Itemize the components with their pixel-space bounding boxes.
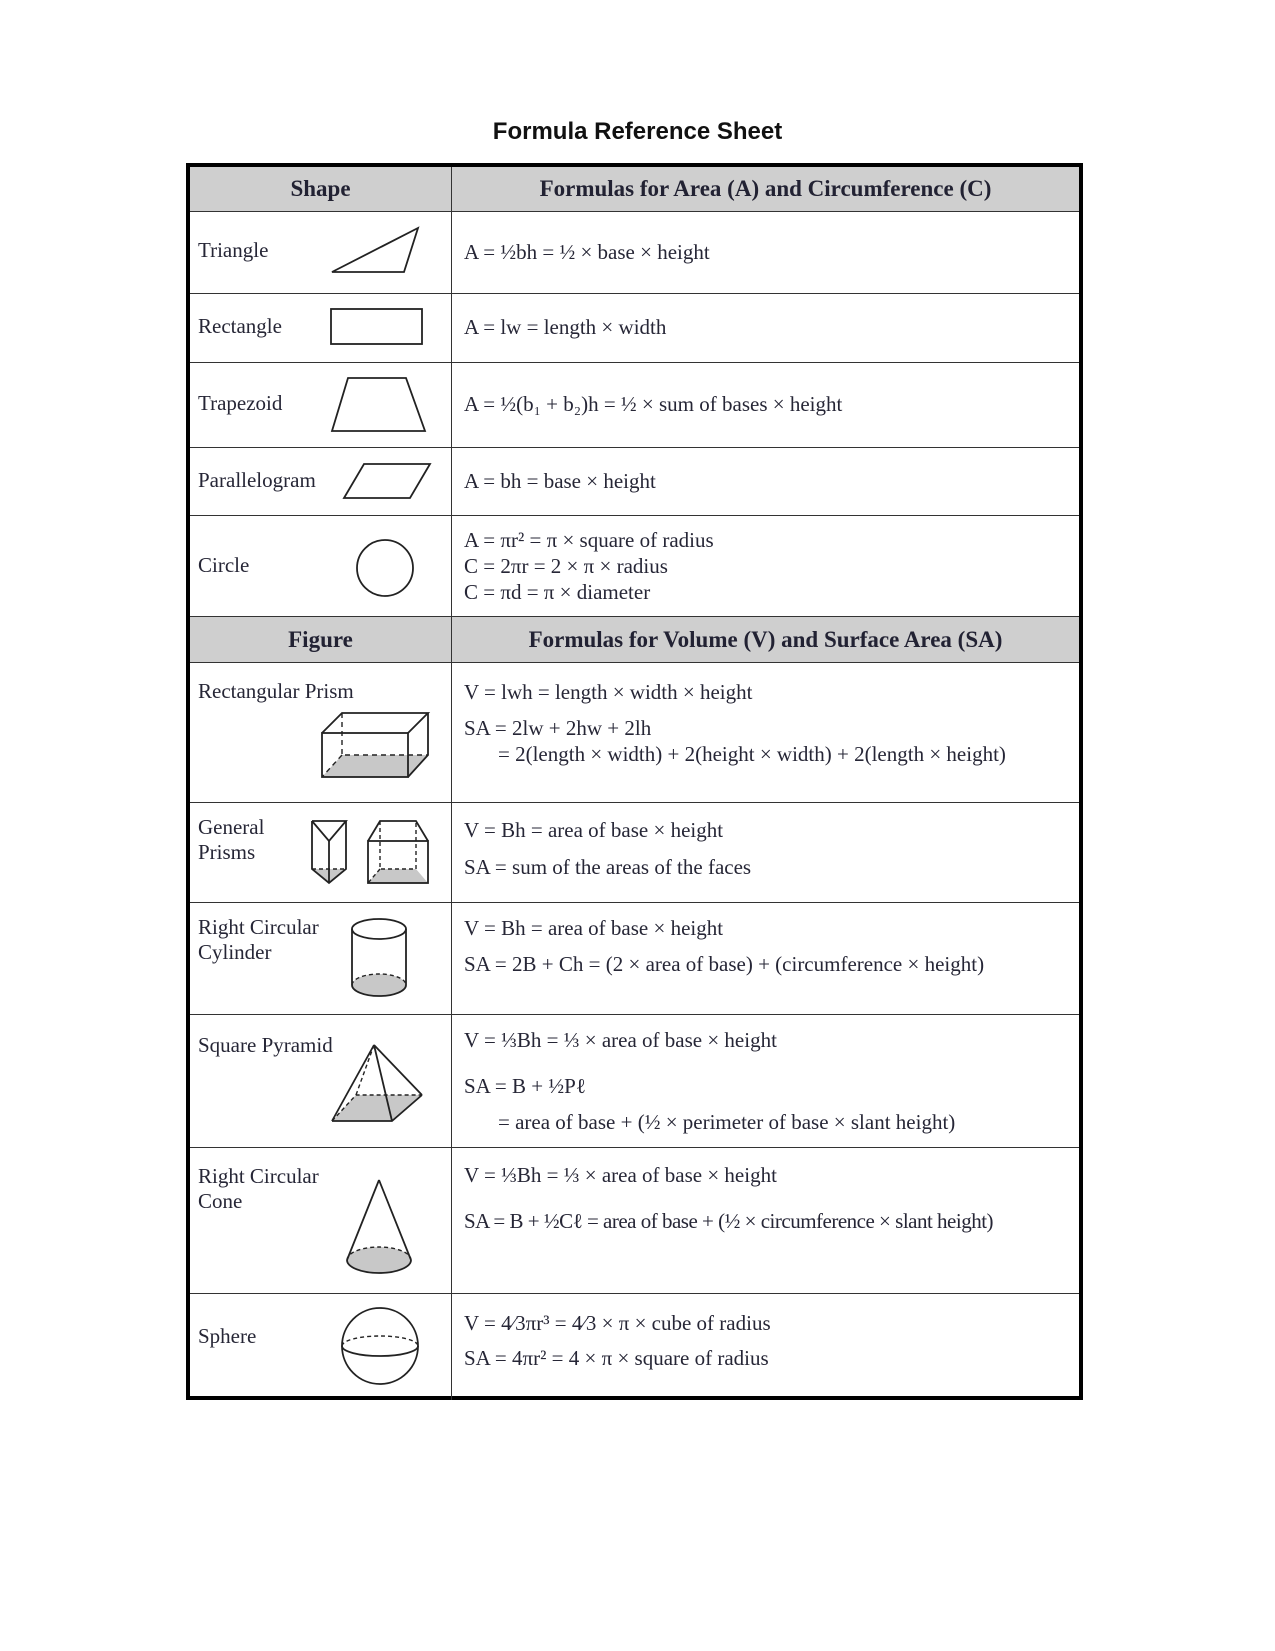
volume-section-header [190,617,1079,663]
formula-line: V = ⅓Bh = ⅓ × area of base × height [464,1028,777,1052]
formula-line: SA = B + ½Pℓ [464,1074,586,1098]
area-section-header [190,167,1079,212]
area-formulas-column-header: Formulas for Area (A) and Circumference (C) [539,176,992,201]
parallelogram-icon [342,462,434,500]
rectangular-prism-icon [320,711,432,781]
shape-name: Right Circular Cone [198,1164,319,1213]
sphere-icon [340,1306,422,1386]
shape-name: Rectangle [198,314,282,338]
table-row-parallelogram [190,448,1079,516]
cylinder-icon [350,917,410,999]
shape-name: Square Pyramid [198,1033,333,1057]
shape-name: Rectangular Prism [198,679,354,703]
formula-line: A = ½bh = ½ × base × height [464,240,710,264]
formula-line: SA = 4πr² = 4 × π × square of radius [464,1346,769,1370]
table-row-sphere [190,1294,1079,1400]
cone-icon [345,1178,415,1276]
page-title: Formula Reference Sheet [492,118,783,145]
table-row-trapezoid [190,363,1079,448]
figure-column-header: Figure [190,617,452,662]
shape-name: Sphere [198,1324,257,1348]
table-row-cylinder [190,903,1079,1015]
table-row-rectangle [190,294,1079,363]
formula-line: A = ½(b₁ + b₂)h = ½ × sum of bases × height [464,392,843,416]
shape-name: Triangle [198,238,269,262]
formula-line: C = πd = π × diameter [464,580,651,604]
formula-line: A = bh = base × height [464,469,656,493]
formula-line: V = 4⁄3πr³ = 4⁄3 × π × cube of radius [464,1311,771,1335]
table-row-general-prisms [190,803,1079,903]
general-prisms-icon [310,819,440,887]
rectangle-icon [330,308,424,346]
formula-line: SA = 2lw + 2hw + 2lh [464,716,652,740]
volume-formulas-column-header: Formulas for Volume (V) and Surface Area (SA) [528,626,1003,652]
shape-name: Right Circular Cylinder [198,915,319,964]
formula-line: SA = B + ½Cℓ = area of base + (½ × circumference × slant height) [464,1209,994,1233]
shape-name: Trapezoid [198,391,283,415]
shape-name: General Prisms [198,815,265,864]
shape-column-header: Shape [190,167,452,211]
formula-line: A = πr² = π × square of radius [464,528,714,552]
circle-icon [355,538,417,600]
square-pyramid-icon [330,1043,426,1125]
table-row-rectangular-prism [190,663,1079,803]
shape-name: Circle [198,553,250,577]
formula-line: V = ⅓Bh = ⅓ × area of base × height [464,1163,777,1187]
triangle-icon [330,226,422,276]
formula-line: V = Bh = area of base × height [464,916,724,940]
formula-line: V = lwh = length × width × height [464,680,753,704]
table-row-circle [190,516,1079,617]
table-row-square-pyramid [190,1015,1079,1148]
formula-line: SA = 2B + Ch = (2 × area of base) + (circumference × height) [464,952,985,976]
formula-line: SA = sum of the areas of the faces [464,855,752,879]
formula-line: C = 2πr = 2 × π × radius [464,554,668,578]
formula-line: V = Bh = area of base × height [464,818,724,842]
table-row-triangle [190,212,1079,294]
formula-table [186,163,1083,1400]
formula-line: = 2(length × width) + 2(height × width) + 2(length × height) [498,742,1006,766]
formula-line: = area of base + (½ × perimeter of base × slant height) [498,1110,956,1134]
shape-name: Parallelogram [198,468,316,492]
trapezoid-icon [330,376,428,434]
table-row-cone [190,1148,1079,1294]
formula-line: A = lw = length × width [464,315,667,339]
